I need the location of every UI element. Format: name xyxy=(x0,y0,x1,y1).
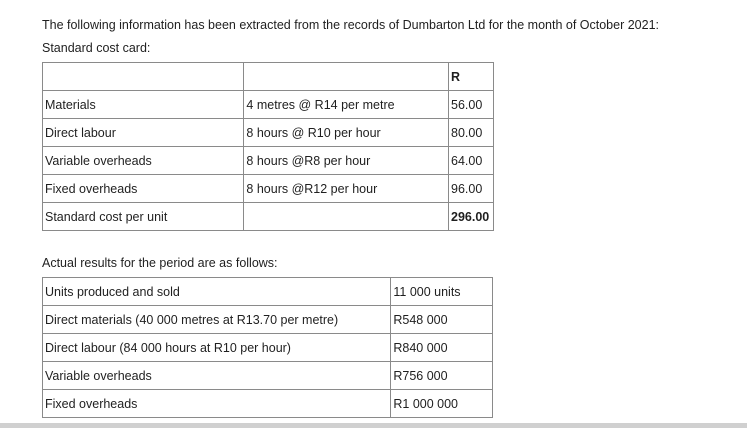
table-row xyxy=(43,147,494,175)
table-row xyxy=(43,362,493,390)
actual-item-cell: Units produced and sold xyxy=(43,278,391,306)
actual-amount-cell: R548 000 xyxy=(391,306,493,334)
actual-amount-cell: R840 000 xyxy=(391,334,493,362)
standard-cost-table xyxy=(42,62,494,231)
currency-header-cell: R xyxy=(449,63,494,91)
actual-item-cell: Fixed overheads xyxy=(43,390,391,418)
table-row xyxy=(43,175,494,203)
actual-amount-cell: R756 000 xyxy=(391,362,493,390)
cost-item-cell: Variable overheads xyxy=(43,147,244,175)
table-row xyxy=(43,91,494,119)
cost-amount-cell: 64.00 xyxy=(449,147,494,175)
intro-text: The following information has been extracted from the records of Dumbarton Ltd for the month of October 2021: xyxy=(42,18,659,32)
cost-basis-cell: 8 hours @R8 per hour xyxy=(244,147,449,175)
table-row xyxy=(43,203,494,231)
actual-item-cell: Variable overheads xyxy=(43,362,391,390)
table-row xyxy=(43,306,493,334)
actual-results-heading: Actual results for the period are as follows: xyxy=(42,256,278,270)
total-amount-cell: 296.00 xyxy=(449,203,494,231)
actual-item-cell: Direct labour (84 000 hours at R10 per hour) xyxy=(43,334,391,362)
actual-item-cell: Direct materials (40 000 metres at R13.70 per metre) xyxy=(43,306,391,334)
cost-item-cell: Fixed overheads xyxy=(43,175,244,203)
standard-cost-heading: Standard cost card: xyxy=(42,41,151,55)
actual-amount-cell: R1 000 000 xyxy=(391,390,493,418)
cost-basis-cell xyxy=(244,203,449,231)
table-row xyxy=(43,334,493,362)
actual-amount-cell: 11 000 units xyxy=(391,278,493,306)
cost-amount-cell: 96.00 xyxy=(449,175,494,203)
table-header-row xyxy=(43,63,494,91)
cost-basis-cell: 4 metres @ R14 per metre xyxy=(244,91,449,119)
header-cell xyxy=(43,63,244,91)
cost-basis-cell: 8 hours @R12 per hour xyxy=(244,175,449,203)
cost-item-cell: Direct labour xyxy=(43,119,244,147)
cost-item-cell: Materials xyxy=(43,91,244,119)
cost-amount-cell: 80.00 xyxy=(449,119,494,147)
table-row xyxy=(43,390,493,418)
cost-amount-cell: 56.00 xyxy=(449,91,494,119)
actual-results-table xyxy=(42,277,493,418)
table-row xyxy=(43,278,493,306)
header-cell xyxy=(244,63,449,91)
table-row xyxy=(43,119,494,147)
cost-item-cell: Standard cost per unit xyxy=(43,203,244,231)
cost-basis-cell: 8 hours @ R10 per hour xyxy=(244,119,449,147)
horizontal-scrollbar[interactable] xyxy=(0,423,747,428)
